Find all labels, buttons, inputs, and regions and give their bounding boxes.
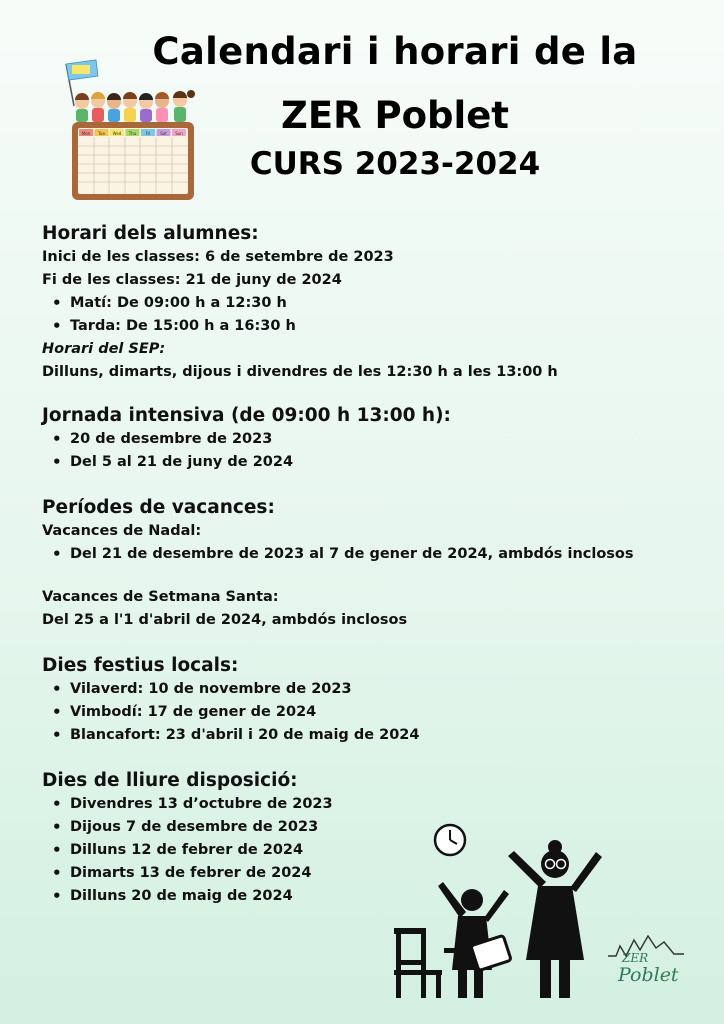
list-item: • Del 21 de desembre de 2023 al 7 de gener de 2024, ambdós inclosos bbox=[70, 543, 702, 566]
section-heading-jornada: Jornada intensiva (de 09:00 h 13:00 h): bbox=[42, 405, 451, 426]
kids-clipboard-illustration bbox=[54, 56, 204, 206]
local-holidays-list bbox=[42, 678, 702, 747]
logo-text-poblet: Poblet bbox=[618, 964, 679, 986]
morning-schedule: • Matí: De 09:00 h a 12:30 h bbox=[70, 292, 702, 315]
page-subtitle-course: CURS 2023-2024 bbox=[249, 146, 541, 182]
afternoon-schedule: • Tarda: De 15:00 h a 16:30 h bbox=[70, 315, 702, 338]
clipboard-day-label: Tue bbox=[98, 130, 105, 136]
list-item: • Vilaverd: 10 de novembre de 2023 bbox=[70, 678, 702, 701]
list-item: • Dilluns 20 de maig de 2024 bbox=[70, 885, 702, 908]
clock-icon bbox=[435, 825, 465, 855]
section-heading-lliure: Dies de lliure disposició: bbox=[42, 770, 298, 791]
easter-label: Vacances de Setmana Santa: bbox=[42, 589, 279, 605]
list-item: • Dimarts 13 de febrer de 2024 bbox=[70, 862, 702, 885]
page-title: Calendari i horari de la bbox=[152, 30, 638, 73]
easter-dates: Del 25 a l'1 d'abril de 2024, ambdós inclosos bbox=[42, 612, 408, 628]
end-of-classes: Fi de les classes: 21 de juny de 2024 bbox=[42, 272, 342, 288]
list-item: • Vimbodí: 17 de gener de 2024 bbox=[70, 701, 702, 724]
list-item: • Divendres 13 d’octubre de 2023 bbox=[70, 793, 702, 816]
list-item: • 20 de desembre de 2023 bbox=[70, 428, 702, 451]
jornada-list bbox=[42, 428, 702, 474]
logo-text-zer: ZER bbox=[622, 951, 649, 965]
page-title-school: ZER Poblet bbox=[281, 94, 509, 137]
schedule-list bbox=[42, 292, 702, 338]
list-item: • Dilluns 12 de febrer de 2024 bbox=[70, 839, 702, 862]
list-item: • Del 5 al 21 de juny de 2024 bbox=[70, 451, 702, 474]
section-heading-vacances: Períodes de vacances: bbox=[42, 497, 275, 518]
clipboard-day-label: Sat bbox=[160, 130, 167, 136]
christmas-list bbox=[42, 543, 702, 566]
clipboard-day-label: Sun bbox=[175, 130, 183, 136]
sep-schedule: Dilluns, dimarts, dijous i divendres de les 12:30 h a les 13:00 h bbox=[42, 364, 558, 380]
start-of-classes: Inici de les classes: 6 de setembre de 2023 bbox=[42, 249, 394, 265]
list-item: • Dijous 7 de desembre de 2023 bbox=[70, 816, 702, 839]
clipboard-day-label: Wed bbox=[112, 130, 122, 136]
zer-poblet-logo bbox=[604, 928, 688, 994]
calendar-content bbox=[42, 222, 702, 908]
list-item: • Blancafort: 23 d'abril i 20 de maig de 2024 bbox=[70, 724, 702, 747]
sep-label: Horari del SEP: bbox=[42, 341, 166, 357]
section-heading-festius: Dies festius locals: bbox=[42, 655, 239, 676]
teacher-student-illustration bbox=[388, 820, 608, 1000]
clipboard-day-label: Thu bbox=[128, 130, 137, 136]
section-heading-horari: Horari dels alumnes: bbox=[42, 223, 259, 244]
clipboard-day-label: Mon bbox=[81, 130, 91, 136]
clipboard-day-label: Fri bbox=[145, 130, 151, 136]
christmas-label: Vacances de Nadal: bbox=[42, 523, 202, 539]
